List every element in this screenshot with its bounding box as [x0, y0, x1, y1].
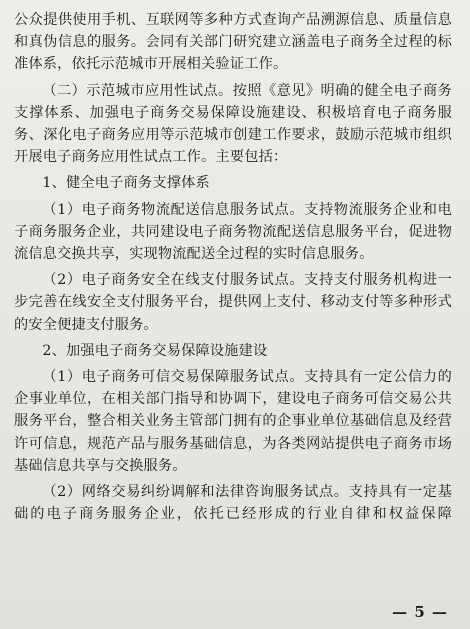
heading-support-system: 1、健全电子商务支撑体系 [42, 175, 210, 192]
page-number: — 5 — [392, 603, 448, 621]
paragraph-dispute-pilot: （2）网络交易纠纷调解和法律咨询服务试点。支持具有一定基础的电子商务服务企业，依托已经形成的行业自律和权益保障 [14, 484, 452, 523]
heading-trade-security: 2、加强电子商务交易保障设施建设 [42, 342, 268, 359]
paragraph-section-2: （二）示范城市应用性试点。按照《意见》明确的健全电子商务支撑体系、加强电子商务交易保障设施建设、积极培育电子商务服务、深化电子商务应用等示范城市创建工作要求，鼓励示范城市组织开展电子商务应用性试点工作。主要包括： [14, 82, 452, 166]
paragraph-intro: 公众提供使用手机、互联网等多种方式查询产品溯源信息、质量信息和真伪信息的服务。会同有关部门研究建立涵盖电子商务全过程的标准体系，依托示范城市开展相关验证工作。 [14, 12, 452, 73]
paragraph-logistics-pilot: （1）电子商务物流配送信息服务试点。支持物流服务企业和电子商务服务企业，共同建设电子商务物流配送信息服务平台，促进物流信息交换共享，实现物流配送全过程的实时信息服务。 [14, 201, 452, 263]
paragraph-trusted-trade-pilot: （1）电子商务可信交易保障服务试点。支持具有一定公信力的企事业单位，在相关部门指导和协调下，建设电子商务可信交易公共服务平台，整合相关业务主管部门拥有的企事业单位基础信息及经营许可信息，规范产品与服务基础信息，为各类网站提供电子商务市场基础信息共享与交换服务。 [14, 369, 452, 474]
paragraph-payment-pilot: （2）电子商务安全在线支付服务试点。支持支付服务机构进一步完善在线安全支付服务平台，提供网上支付、移动支付等多种形式的安全便捷支付服务。 [14, 272, 452, 333]
